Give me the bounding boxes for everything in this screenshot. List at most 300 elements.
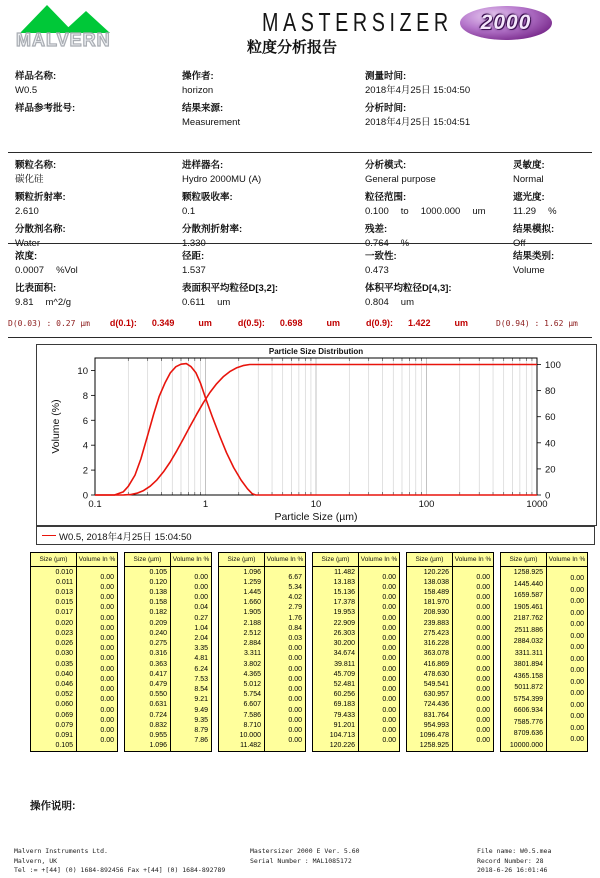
size-cell: 2.512 [243, 629, 261, 637]
field-label: 一致性: [365, 251, 397, 262]
volume-cell: 0.00 [476, 614, 490, 622]
size-column-header: Size (µm) [31, 553, 77, 566]
volume-cell: 0.00 [382, 665, 396, 673]
field-value-part: um [472, 206, 486, 217]
field-label: 分散剂名称: [15, 224, 66, 235]
table-body [125, 567, 211, 751]
size-cell: 52.481 [333, 681, 355, 689]
size-cell: 630.957 [423, 691, 449, 699]
volume-cell: 0.00 [476, 583, 490, 591]
size-cell: 22.909 [333, 619, 355, 627]
info-row [15, 250, 594, 279]
size-cell: 0.013 [55, 589, 73, 597]
mastersizer-2000-badge [460, 6, 552, 40]
volume-cell: 0.00 [100, 706, 114, 714]
size-cell: 1.660 [243, 599, 261, 607]
size-cell: 0.275 [149, 640, 167, 648]
volume-cell: 9.49 [194, 706, 208, 714]
table-header-row [31, 553, 117, 567]
size-cell: 208.930 [423, 609, 449, 617]
field-label: 颗粒名称: [15, 160, 57, 171]
size-cell: 69.183 [333, 701, 355, 709]
volume-column-header: Volume In % [78, 556, 116, 563]
volume-cell: 0.04 [194, 604, 208, 612]
footer-line: Tel := +[44] (0) 1684-892456 Fax +[44] (0) 1684-892789 [14, 866, 226, 874]
info-field [365, 282, 513, 311]
product-title: MASTERSIZER [262, 7, 453, 37]
volume-cell: 0.00 [382, 624, 396, 632]
size-cell: 30.200 [333, 640, 355, 648]
svg-text:Particle Size Distribution: Particle Size Distribution [268, 347, 364, 356]
volume-cell: 1.76 [288, 614, 302, 622]
field-value-part: 1.537 [182, 265, 206, 276]
divider [8, 243, 592, 244]
size-cell: 120.226 [329, 742, 355, 750]
table-body [219, 567, 305, 751]
size-cell: 0.052 [55, 691, 73, 699]
field-label: 表面积平均粒径D[3,2]: [182, 283, 279, 294]
field-value [15, 116, 182, 131]
svg-text:8: 8 [82, 390, 88, 402]
size-distribution-table [30, 552, 588, 752]
size-cell: 0.015 [55, 599, 73, 607]
size-column-header: Size (µm) [125, 553, 171, 566]
size-cell: 19.953 [333, 609, 355, 617]
footer-line: File name: W0.5.mea [477, 847, 552, 855]
volume-cell: 0.00 [476, 696, 490, 704]
volume-column [359, 567, 399, 751]
svg-text:1000: 1000 [526, 499, 548, 510]
d003-value: D(0.03) : 0.27 μm [8, 318, 90, 328]
size-cell: 1.096 [243, 568, 261, 576]
size-cell: 0.069 [55, 711, 73, 719]
volume-column [265, 567, 305, 751]
volume-cell: 0.00 [570, 724, 584, 732]
size-cell: 2.884 [243, 640, 261, 648]
volume-cell: 0.00 [476, 635, 490, 643]
table-header-row [501, 553, 587, 567]
volume-cell: 0.00 [476, 706, 490, 714]
volume-cell: 0.00 [100, 737, 114, 745]
size-cell: 0.105 [55, 742, 73, 750]
volume-cell: 4.02 [288, 594, 302, 602]
volume-cell: 2.79 [288, 604, 302, 612]
volume-cell: 4.81 [194, 655, 208, 663]
size-cell: 0.020 [55, 619, 73, 627]
field-value [182, 84, 365, 99]
size-cell: 0.316 [149, 650, 167, 658]
size-cell: 5.012 [243, 681, 261, 689]
volume-cell: 0.00 [382, 655, 396, 663]
field-label: 遮光度: [513, 192, 545, 203]
size-cell: 0.040 [55, 670, 73, 678]
info-row [15, 70, 594, 99]
size-cell: 0.030 [55, 650, 73, 658]
footer-line: Mastersizer 2000 E Ver. 5.60 [250, 847, 360, 855]
size-cell: 7585.776 [513, 718, 543, 726]
field-value-part: 1000.000 [420, 206, 461, 217]
size-cell: 0.035 [55, 660, 73, 668]
size-cell: 11.482 [240, 742, 261, 750]
volume-cell: 0.00 [570, 736, 584, 743]
size-cell: 0.209 [149, 619, 167, 627]
field-value-part: Hydro 2000MU (A) [182, 174, 262, 185]
field-value-part: Normal [513, 174, 544, 185]
volume-cell: 0.00 [382, 583, 396, 591]
size-cell: 549.541 [423, 681, 449, 689]
footer-file-info [477, 847, 551, 876]
divider [8, 152, 592, 153]
d094-value: D(0.94) : 1.62 μm [495, 318, 578, 328]
volume-cell: 0.00 [476, 604, 490, 612]
size-cell: 275.423 [423, 629, 449, 637]
info-field [365, 102, 594, 131]
volume-cell: 0.00 [476, 655, 490, 663]
info-row [15, 102, 594, 131]
legend-line-icon [42, 535, 56, 536]
size-cell: 0.120 [149, 578, 167, 586]
size-cell: 0.363 [149, 660, 167, 668]
footer-line: Serial Number : MAL1085172 [250, 856, 352, 865]
size-cell: 1.096 [149, 742, 167, 750]
size-cell: 11.482 [334, 568, 355, 576]
svg-text:10: 10 [77, 365, 88, 377]
volume-cell: 0.00 [476, 665, 490, 673]
info-field [365, 250, 513, 279]
volume-cell: 0.00 [570, 609, 584, 617]
volume-cell: 0.00 [382, 675, 396, 683]
svg-text:1: 1 [202, 499, 209, 510]
field-value-part: Water [15, 238, 40, 249]
volume-cell: 0.03 [288, 635, 302, 643]
volume-cell: 0.00 [288, 645, 302, 653]
report-title: 粒度分析报告 [247, 39, 338, 56]
volume-cell: 0.00 [288, 696, 302, 704]
size-cell: 0.060 [55, 701, 73, 709]
field-value [15, 264, 182, 279]
volume-cell: 7.53 [194, 675, 208, 683]
size-cell: 158.489 [423, 589, 449, 597]
size-table-group-2 [124, 552, 212, 752]
volume-cell: 0.00 [100, 624, 114, 632]
volume-column-header: Volume In % [172, 556, 210, 563]
size-cell: 0.240 [149, 629, 167, 637]
volume-cell: 0.00 [476, 737, 490, 745]
d-percentile-unit: um [454, 318, 468, 328]
volume-cell: 1.04 [194, 624, 208, 632]
volume-column [453, 567, 493, 751]
volume-cell: 8.54 [194, 686, 208, 694]
volume-cell: 0.00 [288, 706, 302, 714]
svg-text:2: 2 [82, 465, 88, 477]
size-cell: 2187.762 [513, 615, 543, 623]
volume-cell: 0.00 [476, 594, 490, 602]
size-cell: 6606.934 [513, 707, 543, 715]
info-row [15, 282, 594, 311]
volume-cell: 0.00 [288, 737, 302, 745]
field-value [15, 205, 182, 220]
svg-text:60: 60 [545, 412, 556, 424]
volume-cell: 0.00 [100, 716, 114, 724]
malvern-logo [14, 3, 126, 49]
volume-cell: 0.00 [476, 573, 490, 581]
size-cell: 5754.399 [513, 695, 543, 703]
malvern-logo-text: MALVERN [16, 30, 111, 50]
field-value-part: 0.100 [365, 206, 389, 217]
field-value-part: Volume [513, 265, 545, 276]
field-value-part: 2.610 [15, 206, 39, 217]
size-cell: 0.026 [55, 640, 73, 648]
volume-cell: 0.00 [100, 614, 114, 622]
size-table-group-5 [406, 552, 494, 752]
size-cell: 0.138 [149, 589, 167, 597]
info-field [513, 250, 594, 279]
field-value [365, 84, 594, 99]
field-value-part: 0.473 [365, 265, 389, 276]
volume-cell: 0.00 [100, 573, 114, 581]
volume-cell: 6.67 [288, 573, 302, 581]
volume-cell: 0.00 [476, 624, 490, 632]
volume-cell: 0.00 [100, 727, 114, 734]
footer-company [14, 847, 225, 876]
table-body [407, 567, 493, 751]
size-table-group-4 [312, 552, 400, 752]
svg-text:80: 80 [545, 386, 556, 398]
volume-cell: 6.24 [194, 665, 208, 673]
size-cell: 1.445 [243, 589, 261, 597]
size-table-group-3 [218, 552, 306, 752]
volume-cell: 0.00 [100, 604, 114, 612]
svg-text:6: 6 [82, 415, 88, 427]
field-value [513, 173, 594, 188]
volume-cell: 0.00 [194, 573, 208, 581]
volume-cell: 0.00 [570, 632, 584, 640]
size-cell: 10000.000 [509, 741, 543, 749]
size-cell: 13.183 [333, 578, 355, 586]
volume-column-header: Volume In % [548, 556, 586, 563]
size-cell: 0.724 [149, 711, 167, 719]
size-cell: 3311.311 [514, 649, 543, 657]
size-column [407, 567, 453, 751]
size-cell: 5011.872 [514, 684, 543, 692]
size-cell: 34.674 [333, 650, 355, 658]
svg-text:0.1: 0.1 [88, 499, 102, 510]
size-cell: 0.955 [149, 732, 167, 740]
info-row [15, 191, 594, 220]
volume-cell: 2.04 [194, 635, 208, 643]
table-header-row [407, 553, 493, 567]
field-value-part: 11.29 [513, 206, 537, 217]
volume-cell: 0.00 [100, 655, 114, 663]
info-field [182, 191, 365, 220]
field-value-part: 2018年4月25日 15:04:51 [365, 117, 471, 128]
size-cell: 0.105 [149, 568, 167, 576]
field-label: 体积平均粒径D[4,3]: [365, 283, 452, 294]
size-cell: 724.436 [423, 701, 449, 709]
size-cell: 239.883 [423, 619, 449, 627]
size-column [219, 567, 265, 751]
field-value [15, 173, 182, 188]
size-cell: 831.764 [423, 711, 449, 719]
size-cell: 0.010 [55, 568, 73, 576]
volume-cell: 0.00 [288, 675, 302, 683]
field-value-part: um [400, 297, 414, 308]
field-label: 粒径范围: [365, 192, 407, 203]
size-cell: 2.188 [243, 619, 261, 627]
field-value-part: %Vol [56, 265, 78, 276]
table-header-row [219, 553, 305, 567]
size-cell: 0.011 [56, 578, 73, 586]
size-cell: 7.586 [243, 711, 261, 719]
volume-cell: 0.00 [382, 737, 396, 745]
info-field [15, 250, 182, 279]
field-value-part: 2018年4月25日 15:04:50 [365, 85, 471, 96]
volume-cell: 0.00 [194, 583, 208, 591]
volume-cell: 0.00 [288, 727, 302, 734]
size-cell: 954.993 [423, 721, 449, 729]
volume-cell: 0.00 [382, 706, 396, 714]
volume-cell: 0.00 [100, 635, 114, 643]
table-header-row [125, 553, 211, 567]
size-cell: 8.710 [243, 721, 261, 729]
field-value-part: 0.0007 [15, 265, 45, 276]
field-label: 结果类别: [513, 251, 555, 262]
volume-cell: 9.35 [194, 716, 208, 724]
field-label: 操作者: [182, 71, 214, 82]
svg-text:Volume (%): Volume (%) [50, 399, 62, 454]
volume-cell: 0.00 [288, 655, 302, 663]
size-cell: 10.000 [239, 732, 261, 740]
field-value [365, 296, 513, 311]
field-label: 分散剂折射率: [182, 224, 243, 235]
field-value-part: 0.764 [365, 238, 389, 249]
operation-notes-label: 操作说明: [30, 800, 76, 812]
field-label: 样品参考批号: [15, 103, 76, 114]
info-field [365, 223, 513, 252]
field-label: 残差: [365, 224, 388, 235]
size-cell: 120.226 [423, 568, 449, 576]
field-label: 分析模式: [365, 160, 407, 171]
volume-cell: 0.00 [382, 594, 396, 602]
volume-cell: 0.00 [570, 713, 584, 720]
d-percentile-unit: um [198, 318, 212, 328]
volume-column [547, 567, 587, 751]
field-value [182, 264, 365, 279]
svg-text:100: 100 [418, 499, 435, 510]
field-value-part: 1.330 [182, 238, 206, 249]
size-cell: 0.550 [149, 691, 167, 699]
field-value-part: 9.81 [15, 297, 34, 308]
field-value-part: m^2/g [45, 297, 72, 308]
field-value-part: 0.804 [365, 297, 389, 308]
size-cell: 0.479 [149, 681, 167, 689]
size-cell: 5.754 [243, 691, 261, 699]
info-field [182, 102, 365, 131]
chart-svg [37, 345, 596, 523]
field-label: 浓度: [15, 251, 38, 262]
field-value [365, 173, 513, 188]
volume-cell: 9.21 [194, 696, 208, 704]
info-field [15, 282, 182, 311]
size-cell: 0.182 [149, 609, 167, 617]
particle-size-distribution-chart [36, 344, 597, 526]
size-cell: 15.136 [333, 589, 355, 597]
size-cell: 79.433 [333, 711, 355, 719]
size-cell: 6.607 [243, 701, 261, 709]
volume-cell: 0.00 [100, 686, 114, 694]
field-value-part: horizon [182, 85, 214, 96]
size-cell: 1445.440 [513, 580, 543, 588]
field-value-part: Measurement [182, 117, 241, 128]
volume-column-header: Volume In % [266, 556, 304, 563]
size-column [125, 567, 171, 751]
info-section-1 [15, 70, 594, 134]
info-row [15, 223, 594, 252]
size-cell: 0.631 [149, 701, 167, 709]
divider [8, 337, 592, 338]
field-value-part: um [217, 297, 231, 308]
size-cell: 2884.032 [513, 638, 543, 646]
volume-column-header: Volume In % [360, 556, 398, 563]
d-percentile-value: 0.349 [151, 318, 175, 328]
svg-text:0: 0 [545, 490, 551, 502]
size-cell: 104.713 [329, 732, 355, 740]
field-label: 分析时间: [365, 103, 407, 114]
d-percentile-unit: um [326, 318, 340, 328]
info-field [15, 159, 182, 188]
volume-cell: 0.00 [476, 716, 490, 724]
table-body [501, 567, 587, 751]
volume-cell: 0.00 [100, 594, 114, 602]
info-field [15, 102, 182, 131]
info-section-3 [15, 250, 594, 314]
size-cell: 363.078 [423, 650, 449, 658]
field-value-part: W0.5 [15, 85, 38, 96]
size-cell: 45.709 [333, 670, 355, 678]
volume-cell: 0.00 [382, 696, 396, 704]
info-field [15, 191, 182, 220]
info-field [365, 70, 594, 99]
size-column [31, 567, 77, 751]
info-field [15, 223, 182, 252]
field-value-part: Off [513, 238, 526, 249]
volume-cell: 0.00 [476, 645, 490, 653]
size-cell: 478.630 [423, 670, 449, 678]
volume-column [171, 567, 211, 751]
size-column-header: Size (µm) [407, 553, 453, 566]
volume-column [77, 567, 117, 751]
svg-text:Particle Size (µm): Particle Size (µm) [274, 511, 358, 523]
volume-cell: 0.00 [570, 655, 584, 663]
field-label: 结果模拟: [513, 224, 555, 235]
size-cell: 0.017 [55, 609, 73, 617]
volume-cell: 0.00 [100, 583, 114, 591]
volume-cell: 5.34 [288, 583, 302, 591]
field-value [182, 205, 365, 220]
volume-cell: 0.00 [382, 573, 396, 581]
volume-cell: 0.00 [100, 665, 114, 673]
size-cell: 316.228 [423, 640, 449, 648]
footer-software [250, 847, 360, 866]
volume-cell: 0.00 [382, 686, 396, 694]
table-header-row [313, 553, 399, 567]
field-value [15, 296, 182, 311]
volume-cell: 0.00 [570, 690, 584, 697]
size-cell: 1.259 [243, 578, 261, 586]
volume-cell: 8.79 [194, 727, 208, 734]
field-label: 比表面积: [15, 283, 57, 294]
volume-cell: 0.00 [100, 675, 114, 683]
